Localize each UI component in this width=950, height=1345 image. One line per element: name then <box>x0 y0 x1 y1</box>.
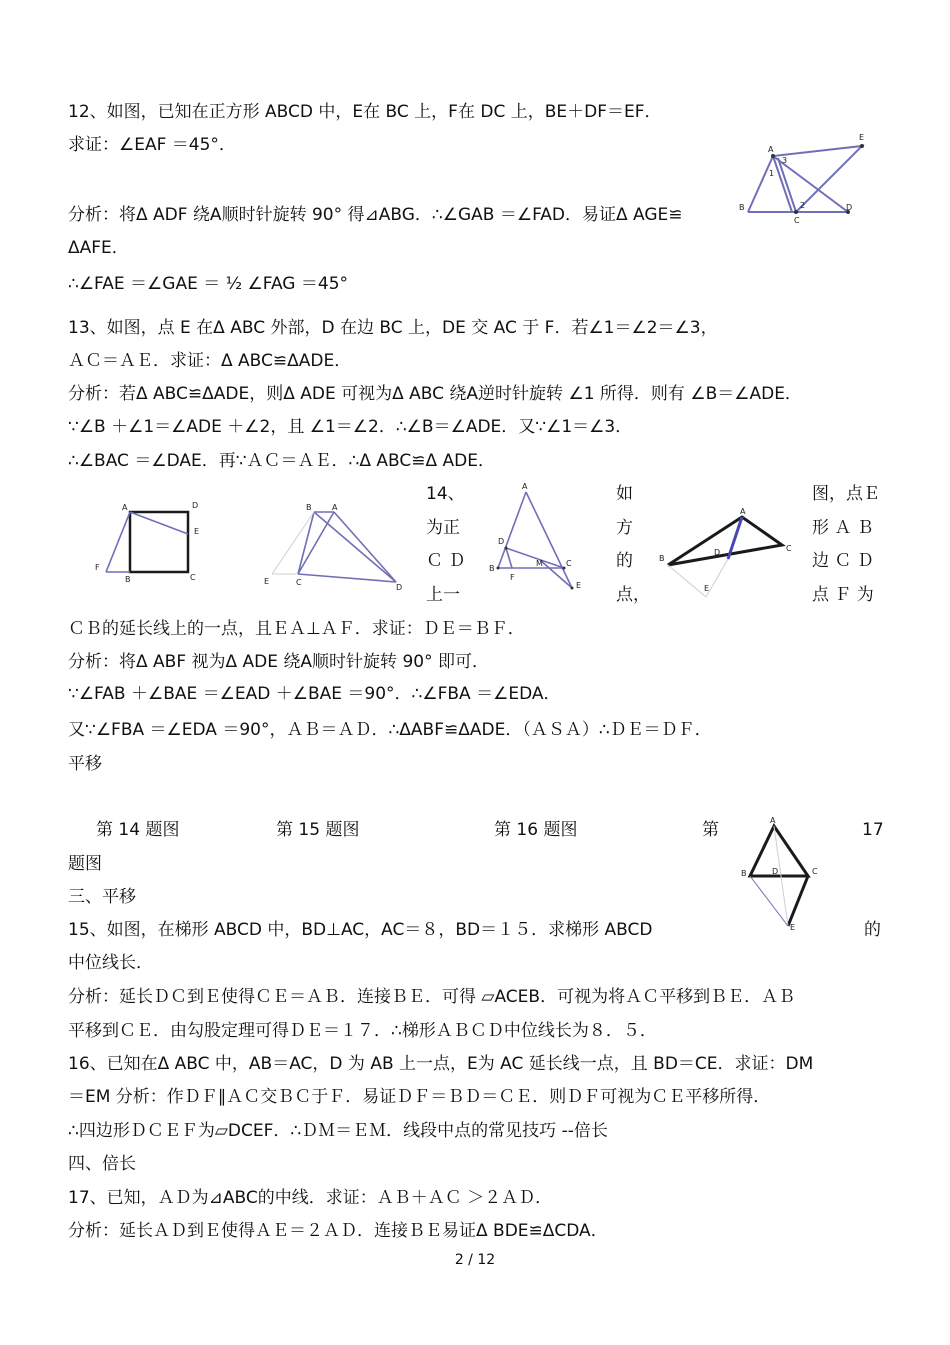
fig16-label: E <box>576 581 582 590</box>
section-3-heading: 三、平移 <box>68 887 136 907</box>
fig14-label: B <box>125 575 131 584</box>
section-4-heading: 四、倍长 <box>68 1154 136 1174</box>
problem-14-col1: Ｃ Ｄ <box>426 551 466 571</box>
figure-14-rotation <box>656 505 806 605</box>
problem-12-conclusion: ∴∠FAE ＝∠GAE ＝ ½ ∠FAG ＝45° <box>68 274 349 294</box>
page-number: 2 / 12 <box>454 1252 496 1268</box>
fig12-label: E <box>859 133 865 142</box>
problem-13-analysis-3: ∴∠BAC ＝∠DAE．再∵ＡＣ＝ＡＥ．∴Δ ABC≌Δ ADE． <box>68 451 495 471</box>
problem-16-analysis: ＝EM 分析：作ＤＦ∥ＡＣ交ＢＣ于Ｆ．易证ＤＦ＝ＢＤ＝ＣＥ．则ＤＦ可视为ＣＥ平移所得． <box>68 1087 771 1107</box>
fig12-label: 1 <box>769 169 775 178</box>
problem-13-statement: 13、如图，点 E 在Δ ABC 外部，D 在边 BC 上，DE 交 AC 于 F．若∠1＝∠2＝∠3， <box>68 318 718 338</box>
fig16-label: M <box>536 559 543 568</box>
figure-17 <box>738 814 828 934</box>
problem-12-prove: 求证：∠EAF ＝45°． <box>68 135 236 155</box>
fig16-label: A <box>522 482 528 491</box>
problem-14-col2: 如 <box>616 484 633 504</box>
fig-tri-label: C <box>786 544 792 553</box>
problem-12-analysis-cont: ΔAFE． <box>68 238 129 258</box>
fig17-label: A <box>770 816 776 825</box>
problem-13-prove: ＡＣ＝ＡＥ．求证：Δ ABC≌ΔADE． <box>68 351 352 371</box>
problem-16-analysis-2: ∴四边形ＤＣＥＦ为▱DCEF．∴ＤＭ＝ＥＭ．线段中点的常见技巧 --倍长 <box>68 1121 608 1141</box>
figure-16 <box>486 480 590 592</box>
problem-14-col1: 为正 <box>426 518 460 538</box>
problem-13-analysis-2: ∵∠B ＋∠1＝∠ADE ＋∠2，且 ∠1＝∠2．∴∠B＝∠ADE．又∵∠1＝∠3． <box>68 417 633 437</box>
problem-14-analysis-3: 又∵∠FBA ＝∠EDA ＝90°，ＡＢ＝ＡＤ．∴ΔABF≌ΔADE．（ＡＳＡ）∴ＤＥ＝ＤＦ． <box>68 720 712 740</box>
caption-14: 第 14 题图 <box>96 820 180 840</box>
figure-14 <box>92 498 210 588</box>
fig12-label: C <box>794 216 800 225</box>
problem-13-analysis: 分析：若Δ ABC≌ΔADE，则Δ ADE 可视为Δ ABC 绕A逆时针旋转 ∠1 所得．则有 ∠B＝∠ADE． <box>68 384 802 404</box>
fig17-label: C <box>812 867 818 876</box>
problem-14-col2: 的 <box>616 551 633 571</box>
fig17-label: D <box>772 867 779 876</box>
section-translation-label: 平移 <box>68 754 102 774</box>
fig14-label: E <box>194 527 200 536</box>
fig16-label: D <box>498 537 505 546</box>
problem-15-analysis: 分析：延长ＤＣ到Ｅ使得ＣＥ＝ＡＢ．连接ＢＥ．可得 ▱ACEB．可视为将ＡＣ平移到ＢＥ．ＡＢ <box>68 987 796 1007</box>
fig15-label: C <box>296 578 302 587</box>
problem-14-col2: 点， <box>616 585 650 605</box>
fig14-label: F <box>95 563 100 572</box>
problem-14-statement: ＣＢ的延长线上的一点，且ＥＡ⊥ＡＦ．求证：ＤＥ＝ＢＦ． <box>68 619 525 639</box>
fig14-label: D <box>192 501 199 510</box>
fig12-label: A <box>768 145 774 154</box>
fig15-label: E <box>264 577 270 586</box>
problem-14-col1: 上一 <box>426 585 460 605</box>
problem-17-statement: 17、已知，ＡＤ为⊿ABC的中线．求证：ＡＢ＋ＡＣ ＞２ＡＤ． <box>68 1188 553 1208</box>
fig12-label: 2 <box>800 201 806 210</box>
figure-15 <box>258 498 408 590</box>
fig16-label: F <box>510 573 515 582</box>
fig17-label: E <box>790 923 796 932</box>
problem-14-analysis-2: ∵∠FAB ＋∠BAE ＝∠EAD ＋∠BAE ＝90°．∴∠FBA ＝∠EDA． <box>68 684 561 704</box>
fig16-label: C <box>566 559 572 568</box>
caption-17-number: 17 <box>862 820 884 840</box>
fig-tri-label: B <box>659 554 665 563</box>
fig15-label: B <box>306 503 312 512</box>
fig14-label: C <box>190 573 196 582</box>
problem-17-analysis: 分析：延长ＡＤ到Ｅ使得ＡＥ＝２ＡＤ．连接ＢＥ易证Δ BDE≌ΔCDA． <box>68 1221 608 1241</box>
problem-15-statement-end: 的 <box>864 920 881 940</box>
problem-14-col1: 14、 <box>426 484 465 504</box>
problem-15-analysis-2: 平移到ＣＥ．由勾股定理可得ＤＥ＝１７．∴梯形ＡＢＣＤ中位线长为８．５． <box>68 1021 657 1041</box>
fig-tri-label: D <box>714 548 721 557</box>
problem-14-col3: 图，点Ｅ <box>812 484 880 504</box>
problem-14-analysis: 分析：将Δ ABF 视为Δ ADE 绕A顺时针旋转 90° 即可． <box>68 652 489 672</box>
problem-14-col3: 边 Ｃ Ｄ <box>812 551 874 571</box>
problem-14-col3: 点 Ｆ 为 <box>812 585 874 605</box>
fig-tri-label: E <box>704 584 710 593</box>
problem-15-statement: 15、如图，在梯形 ABCD 中，BD⊥AC，AC＝８，BD＝１５．求梯形 ABCD <box>68 920 653 940</box>
caption-17-suffix: 题图 <box>68 854 102 874</box>
figure-12 <box>736 130 872 226</box>
caption-15: 第 15 题图 <box>276 820 360 840</box>
fig17-label: B <box>741 869 747 878</box>
caption-16: 第 16 题图 <box>494 820 578 840</box>
fig12-label: D <box>846 203 853 212</box>
fig12-label: B <box>739 203 745 212</box>
caption-17-prefix: 第 <box>702 820 719 840</box>
problem-12-statement: 12、如图，已知在正方形 ABCD 中，E在 BC 上，F在 DC 上，BE＋DF＝EF． <box>68 102 662 122</box>
problem-16-statement: 16、已知在Δ ABC 中，AB＝AC，D 为 AB 上一点，E为 AC 延长线一点，且 BD＝CE．求证：DM <box>68 1054 814 1074</box>
fig-tri-label: A <box>740 507 746 516</box>
problem-12-analysis: 分析：将Δ ADF 绕A顺时针旋转 90° 得⊿ABG．∴∠GAB ＝∠FAD．易证Δ AGE≌ <box>68 205 683 225</box>
fig14-label: A <box>122 503 128 512</box>
fig15-label: A <box>332 503 338 512</box>
problem-14-col3: 形 Ａ Ｂ <box>812 518 874 538</box>
fig12-label: 3 <box>782 156 788 165</box>
fig15-label: D <box>396 583 403 590</box>
fig16-label: B <box>489 564 495 573</box>
problem-14-col2: 方 <box>616 518 633 538</box>
problem-15-statement-cont: 中位线长． <box>68 953 153 973</box>
